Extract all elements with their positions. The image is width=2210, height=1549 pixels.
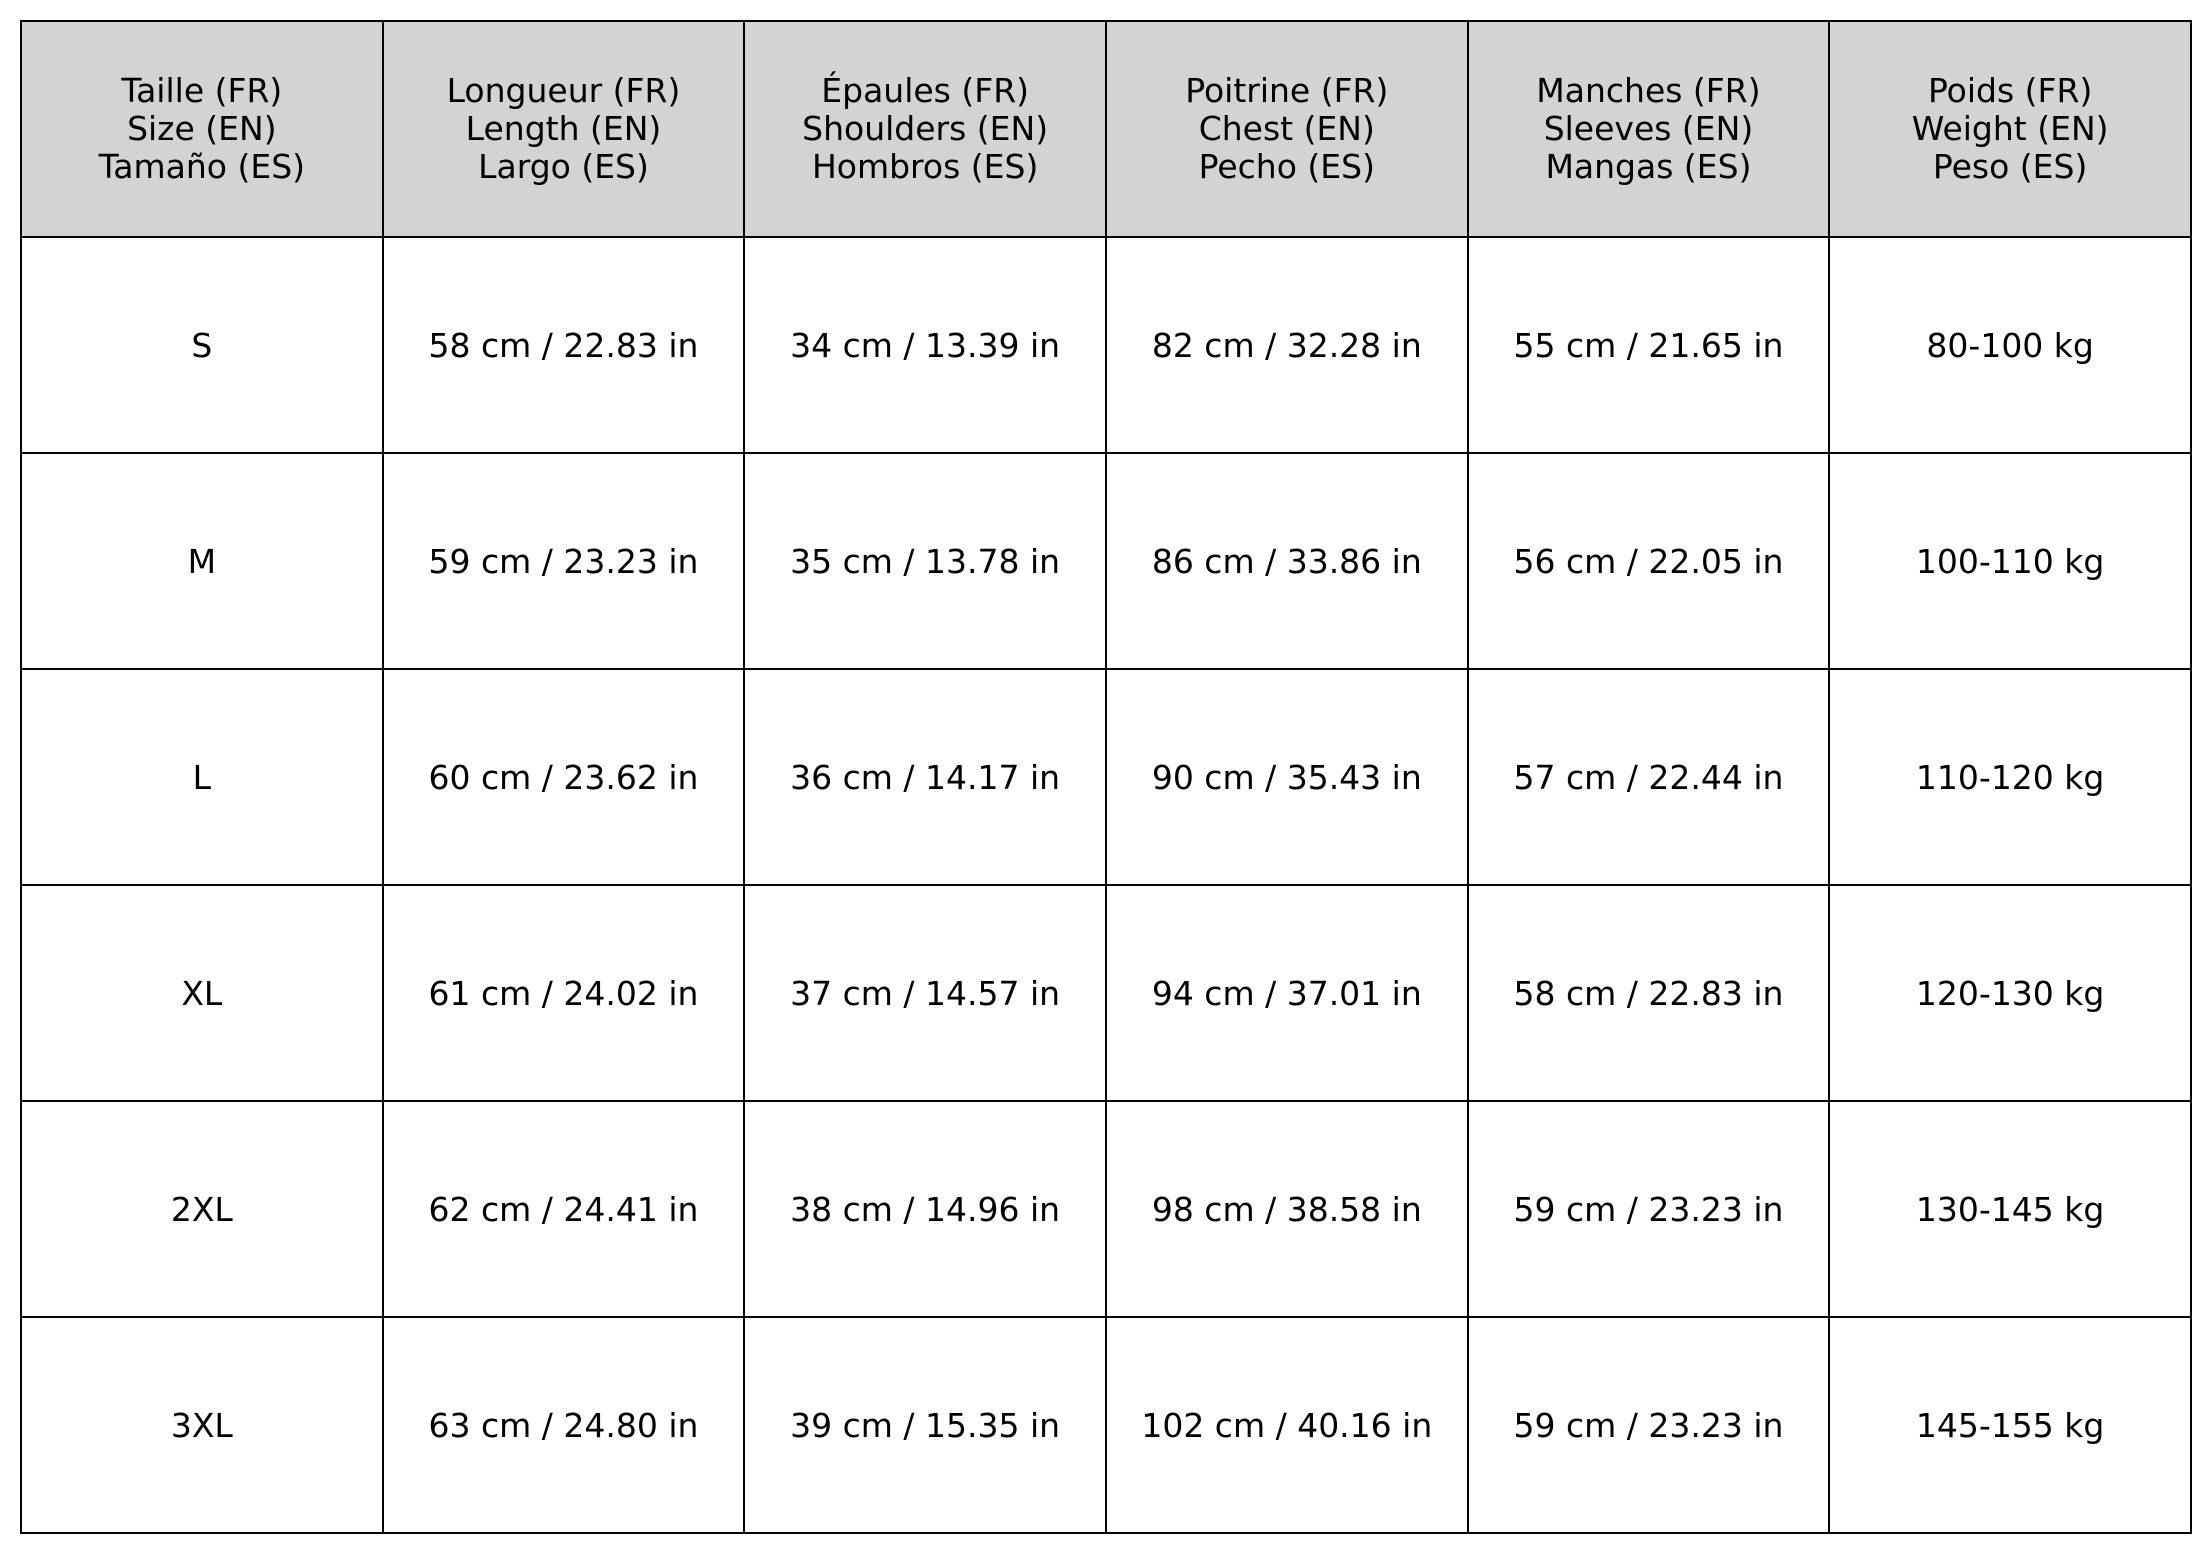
table-body bbox=[21, 237, 2191, 1533]
cell-shoulders: 39 cm / 15.35 in bbox=[744, 1317, 1106, 1533]
cell-weight: 130-145 kg bbox=[1829, 1101, 2191, 1317]
header-cell-length bbox=[383, 21, 745, 237]
cell-sleeves: 56 cm / 22.05 in bbox=[1468, 453, 1830, 669]
header-label-fr: Poitrine (FR) bbox=[1185, 71, 1389, 110]
cell-sleeves: 57 cm / 22.44 in bbox=[1468, 669, 1830, 885]
cell-size: L bbox=[21, 669, 383, 885]
header-cell-sleeves bbox=[1468, 21, 1830, 237]
cell-weight: 120-130 kg bbox=[1829, 885, 2191, 1101]
cell-chest: 102 cm / 40.16 in bbox=[1106, 1317, 1468, 1533]
cell-length: 63 cm / 24.80 in bbox=[383, 1317, 745, 1533]
header-label-en: Weight (EN) bbox=[1911, 109, 2109, 148]
header-cell-chest bbox=[1106, 21, 1468, 237]
table-row bbox=[21, 669, 2191, 885]
header-label-en: Shoulders (EN) bbox=[802, 109, 1049, 148]
size-chart-table bbox=[20, 20, 2192, 1534]
cell-length: 61 cm / 24.02 in bbox=[383, 885, 745, 1101]
header-row bbox=[21, 21, 2191, 237]
cell-sleeves: 59 cm / 23.23 in bbox=[1468, 1101, 1830, 1317]
header-label-es: Largo (ES) bbox=[478, 147, 649, 186]
header-label-fr: Manches (FR) bbox=[1536, 71, 1761, 110]
header-cell-weight bbox=[1829, 21, 2191, 237]
cell-length: 59 cm / 23.23 in bbox=[383, 453, 745, 669]
header-label-es: Pecho (ES) bbox=[1198, 147, 1375, 186]
table-row bbox=[21, 1317, 2191, 1533]
cell-weight: 100-110 kg bbox=[1829, 453, 2191, 669]
table-row bbox=[21, 1101, 2191, 1317]
cell-weight: 145-155 kg bbox=[1829, 1317, 2191, 1533]
header-label-fr: Longueur (FR) bbox=[446, 71, 681, 110]
table-row bbox=[21, 237, 2191, 453]
cell-chest: 94 cm / 37.01 in bbox=[1106, 885, 1468, 1101]
header-label-es: Mangas (ES) bbox=[1545, 147, 1752, 186]
cell-shoulders: 38 cm / 14.96 in bbox=[744, 1101, 1106, 1317]
table-header bbox=[21, 21, 2191, 237]
header-label-es: Tamaño (ES) bbox=[98, 147, 306, 186]
cell-size: M bbox=[21, 453, 383, 669]
header-cell-size bbox=[21, 21, 383, 237]
cell-length: 58 cm / 22.83 in bbox=[383, 237, 745, 453]
cell-chest: 82 cm / 32.28 in bbox=[1106, 237, 1468, 453]
cell-chest: 86 cm / 33.86 in bbox=[1106, 453, 1468, 669]
cell-length: 60 cm / 23.62 in bbox=[383, 669, 745, 885]
header-label-en: Size (EN) bbox=[127, 109, 277, 148]
header-label-es: Peso (ES) bbox=[1932, 147, 2088, 186]
cell-shoulders: 36 cm / 14.17 in bbox=[744, 669, 1106, 885]
header-label-en: Length (EN) bbox=[465, 109, 662, 148]
cell-shoulders: 35 cm / 13.78 in bbox=[744, 453, 1106, 669]
cell-sleeves: 55 cm / 21.65 in bbox=[1468, 237, 1830, 453]
cell-chest: 90 cm / 35.43 in bbox=[1106, 669, 1468, 885]
cell-shoulders: 37 cm / 14.57 in bbox=[744, 885, 1106, 1101]
header-label-fr: Épaules (FR) bbox=[821, 71, 1030, 110]
cell-size: 3XL bbox=[21, 1317, 383, 1533]
cell-size: S bbox=[21, 237, 383, 453]
cell-size: 2XL bbox=[21, 1101, 383, 1317]
cell-sleeves: 59 cm / 23.23 in bbox=[1468, 1317, 1830, 1533]
table-row bbox=[21, 453, 2191, 669]
cell-chest: 98 cm / 38.58 in bbox=[1106, 1101, 1468, 1317]
cell-size: XL bbox=[21, 885, 383, 1101]
cell-weight: 110-120 kg bbox=[1829, 669, 2191, 885]
header-label-fr: Taille (FR) bbox=[121, 71, 283, 110]
cell-shoulders: 34 cm / 13.39 in bbox=[744, 237, 1106, 453]
header-label-en: Sleeves (EN) bbox=[1543, 109, 1754, 148]
header-label-en: Chest (EN) bbox=[1198, 109, 1375, 148]
header-cell-shoulders bbox=[744, 21, 1106, 237]
header-label-es: Hombros (ES) bbox=[811, 147, 1039, 186]
cell-weight: 80-100 kg bbox=[1829, 237, 2191, 453]
header-label-fr: Poids (FR) bbox=[1927, 71, 2093, 110]
cell-sleeves: 58 cm / 22.83 in bbox=[1468, 885, 1830, 1101]
cell-length: 62 cm / 24.41 in bbox=[383, 1101, 745, 1317]
table-row bbox=[21, 885, 2191, 1101]
